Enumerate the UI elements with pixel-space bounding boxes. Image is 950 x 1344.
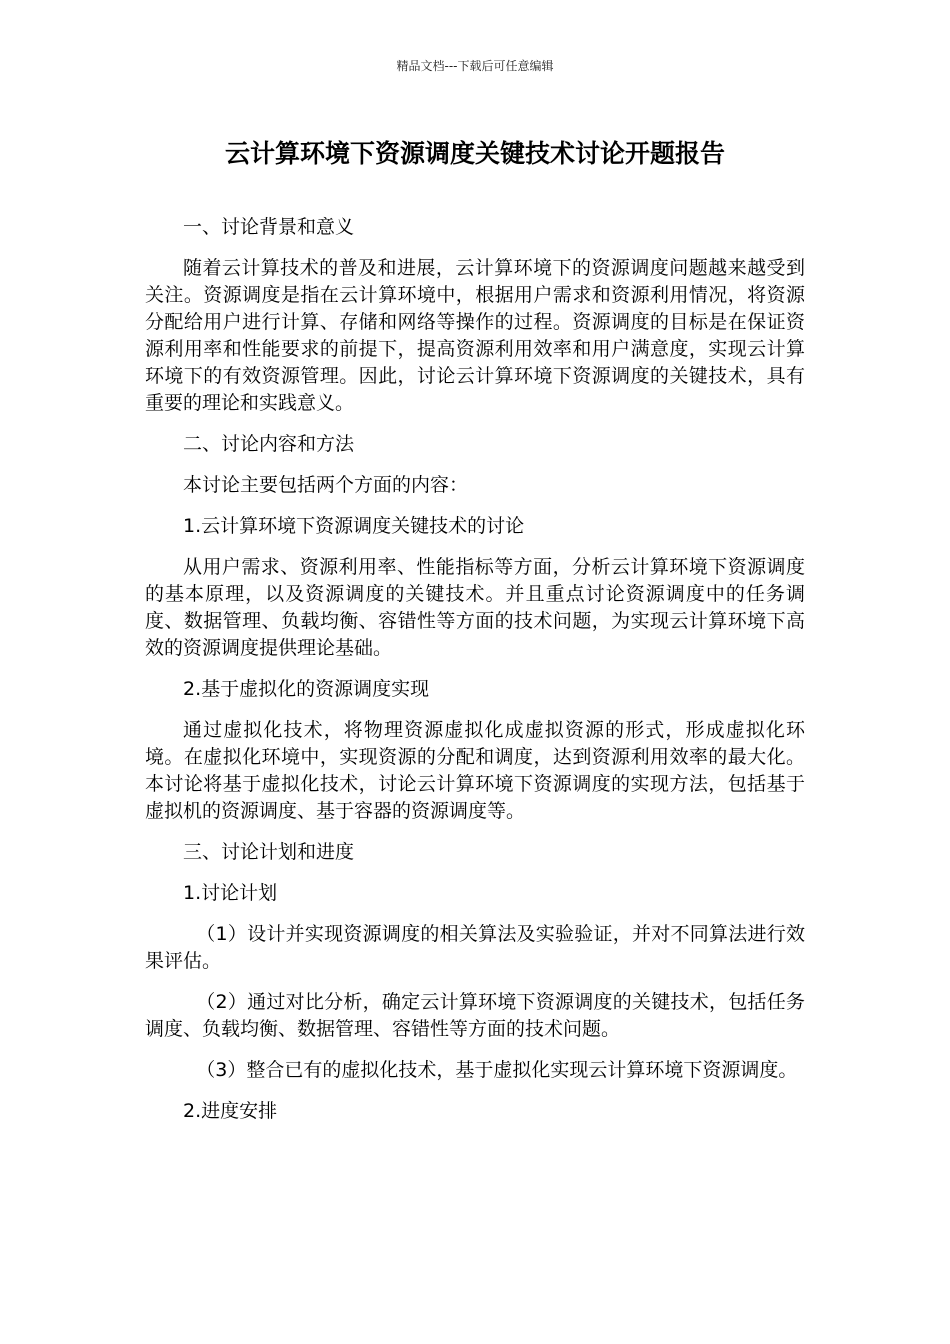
section-3-item-1-heading: 1.讨论计划 [183,882,278,904]
section-2-item-1-heading: 1.云计算环境下资源调度关键技术的讨论 [183,515,525,537]
section-2-heading: 二、讨论内容和方法 [183,433,355,455]
section-2-item-1-paragraph: 从用户需求、资源利用率、性能指标等方面，分析云计算环境下资源调度的基本原理，以及资源调度的关键技术。并且重点讨论资源调度中的任务调度、数据管理、负载均衡、容错性等方面的技术问题，为实现云计算环境下高效的资源调度提供理论基础。 [145,556,805,659]
section-1-paragraph: 随着云计算技术的普及和进展，云计算环境下的资源调度问题越来越受到关注。资源调度是指在云计算环境中，根据用户需求和资源利用情况，将资源分配给用户进行计算、存储和网络等操作的过程。资源调度的目标是在保证资源利用率和性能要求的前提下，提高资源利用效率和用户满意度，实现云计算环境下的有效资源管理。因此，讨论云计算环境下资源调度的关键技术，具有重要的理论和实践意义。 [145,257,805,414]
document-body [145,214,805,1139]
section-2-intro: 本讨论主要包括两个方面的内容： [183,474,469,496]
plan-item-3: （3）整合已有的虚拟化技术，基于虚拟化实现云计算环境下资源调度。 [196,1059,798,1081]
section-3-heading: 三、讨论计划和进度 [183,841,355,863]
plan-item-1: （1）设计并实现资源调度的相关算法及实验验证，并对不同算法进行效果评估。 [145,923,805,972]
page-header-note: 精品文档---下载后可任意编辑 [396,59,554,73]
plan-item-2: （2）通过对比分析，确定云计算环境下资源调度的关键技术，包括任务调度、负载均衡、数据管理、容错性等方面的技术问题。 [145,991,805,1040]
section-2-item-2-heading: 2.基于虚拟化的资源调度实现 [183,678,430,700]
document-title: 云计算环境下资源调度关键技术讨论开题报告 [224,139,725,168]
section-1-heading: 一、讨论背景和意义 [183,216,355,238]
section-3-item-2-heading: 2.进度安排 [183,1100,278,1122]
section-2-item-2-paragraph: 通过虚拟化技术，将物理资源虚拟化成虚拟资源的形式，形成虚拟化环境。在虚拟化环境中，实现资源的分配和调度，达到资源利用效率的最大化。本讨论将基于虚拟化技术，讨论云计算环境下资源调度的实现方法，包括基于虚拟机的资源调度、基于容器的资源调度等。 [145,719,805,822]
